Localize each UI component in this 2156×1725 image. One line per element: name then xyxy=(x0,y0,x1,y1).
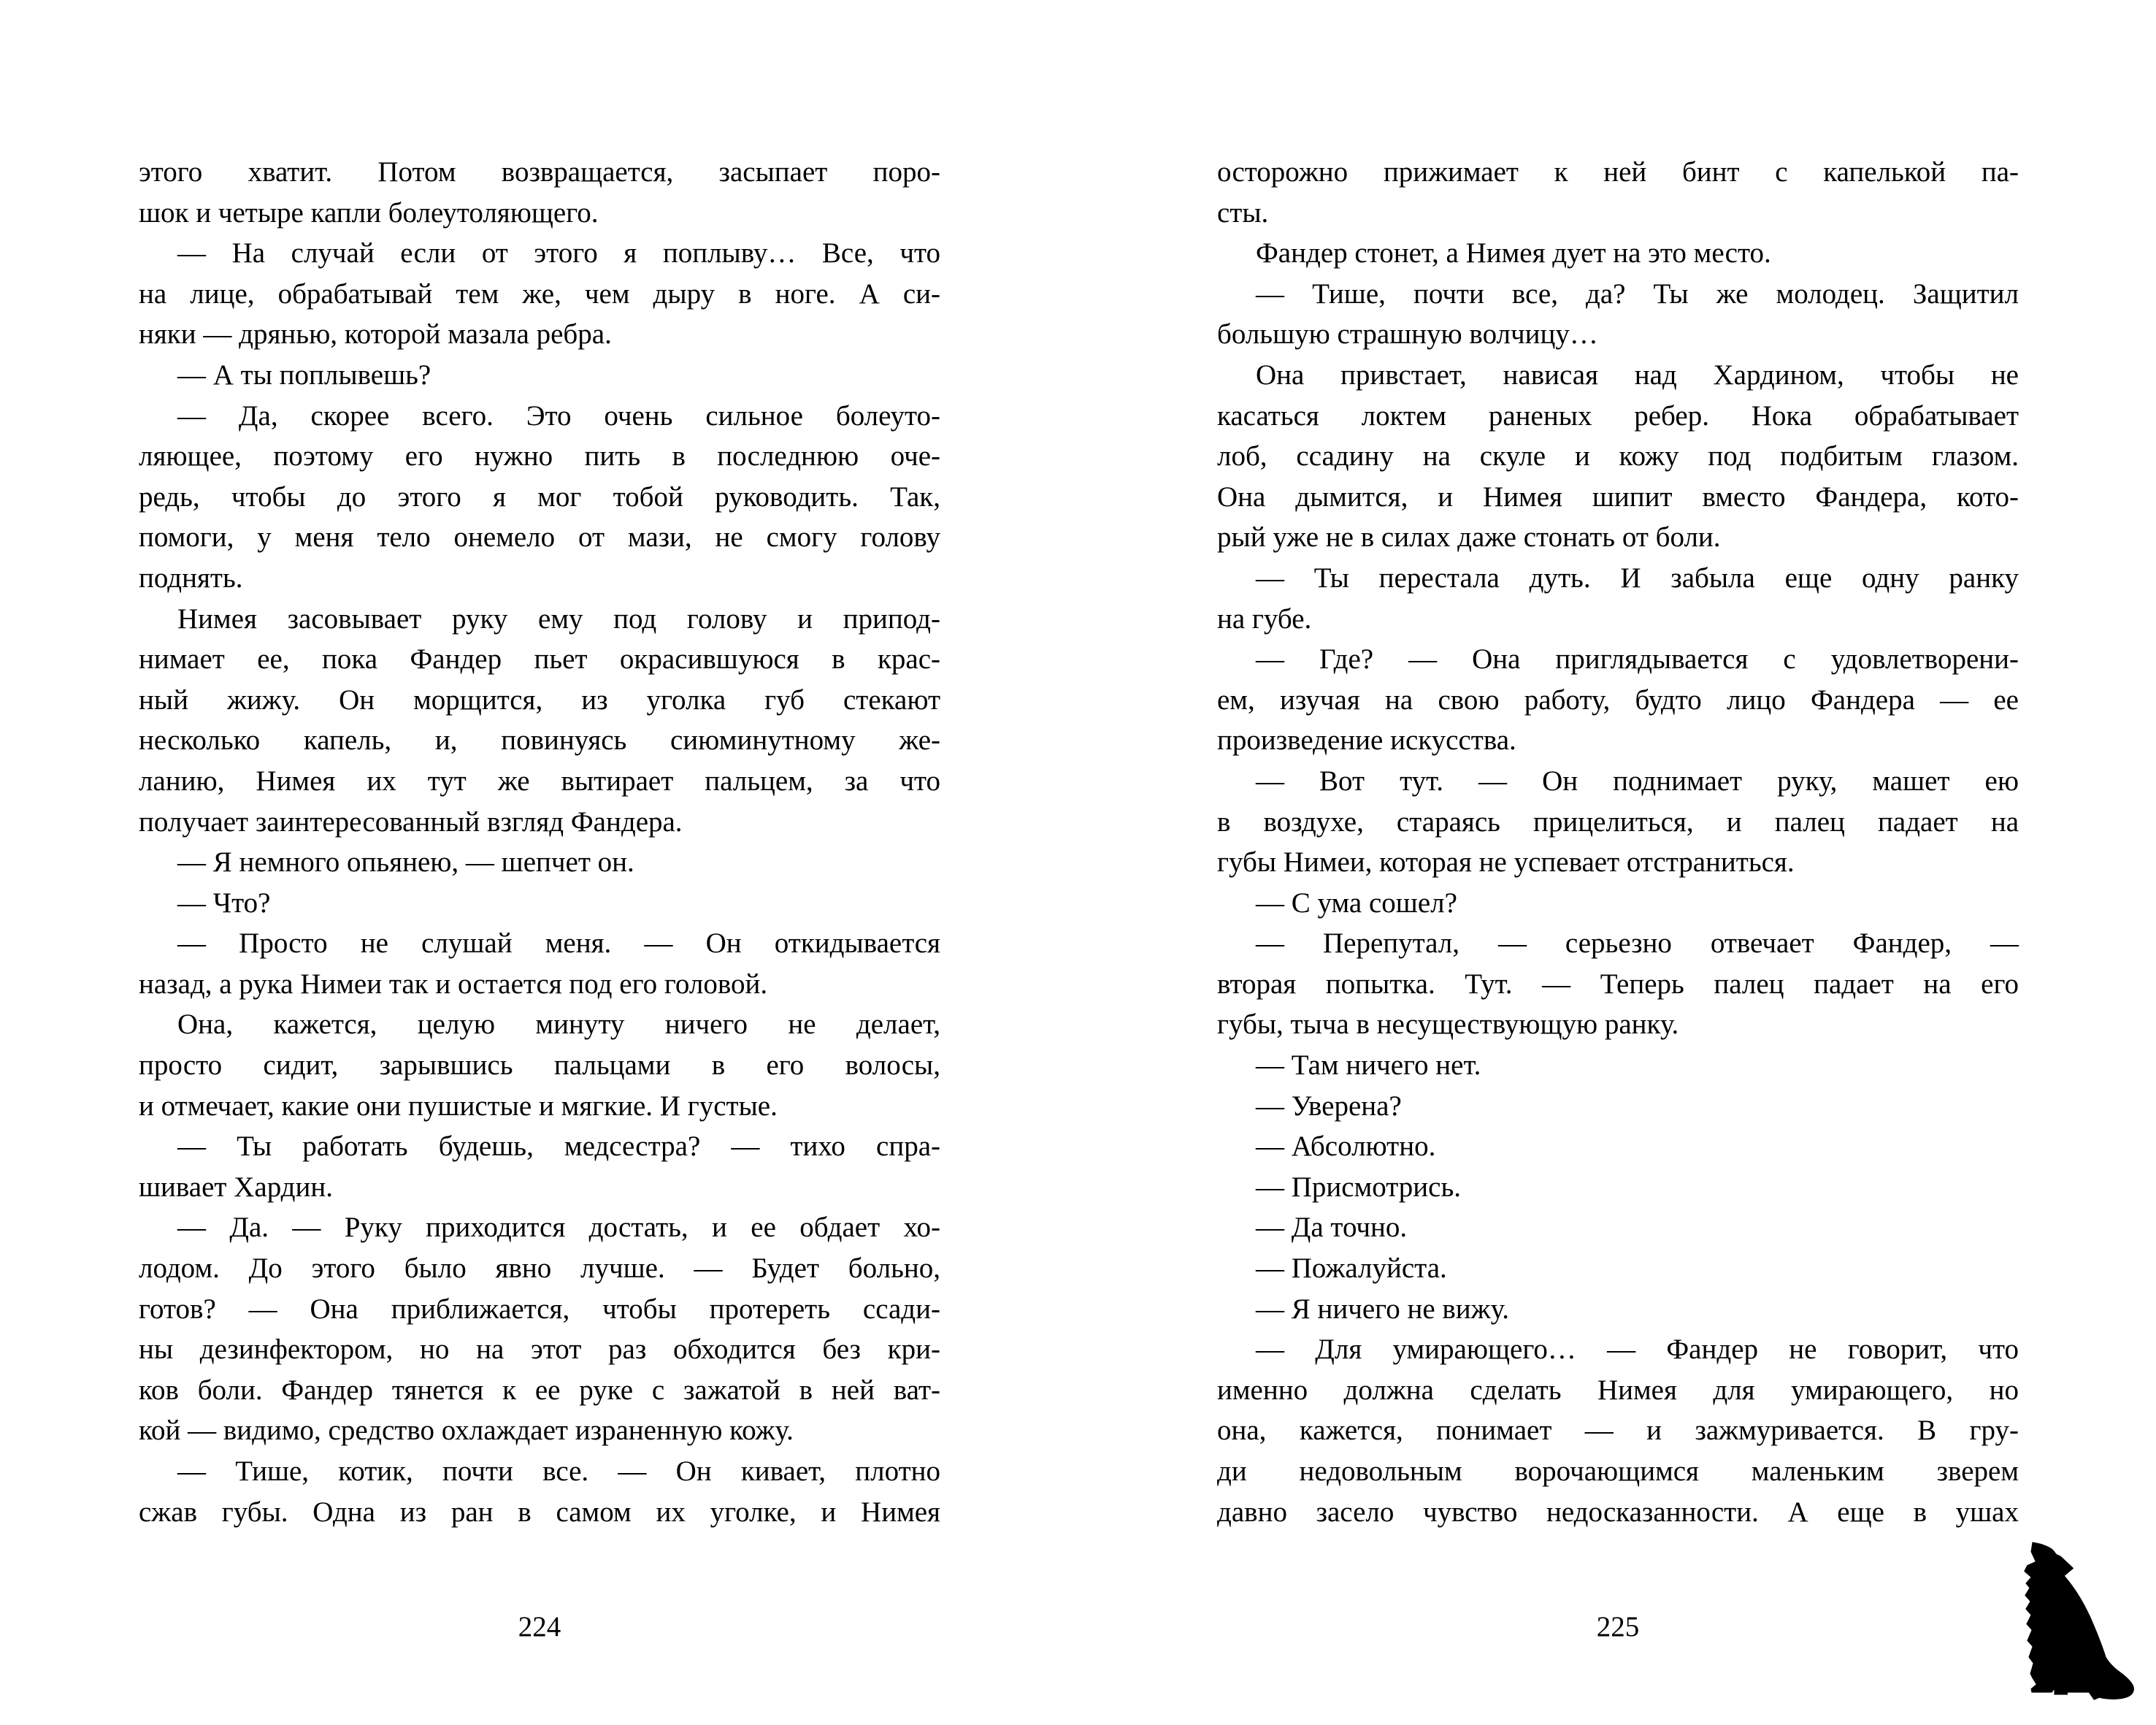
text-line: — Да. — Руку приходится достать, и ее обдает хо- xyxy=(177,1212,940,1244)
text-line: Нимея засовывает руку ему под голову и припод- xyxy=(177,603,940,635)
text-line: — С ума сошел? xyxy=(1256,887,1457,919)
text-line: большую страшную волчицу… xyxy=(1217,318,1598,351)
text-line: поднять. xyxy=(139,562,243,594)
text-line: лодом. До этого было явно лучше. — Будет больно, xyxy=(139,1252,940,1285)
text-line: лоб, ссадину на скуле и кожу под подбитым глазом. xyxy=(1217,440,2019,473)
text-line: готов? — Она приближается, чтобы протереть ссади- xyxy=(139,1293,940,1325)
text-line: — Да, скорее всего. Это очень сильное болеуто- xyxy=(177,399,940,432)
left-page-text xyxy=(139,152,940,1532)
text-line: — Уверена? xyxy=(1256,1090,1402,1122)
text-line: нимает ее, пока Фандер пьет окрасившуюся в крас- xyxy=(139,643,940,676)
text-line: — На случай если от этого я поплыву… Все, что xyxy=(177,237,940,269)
howling-wolf-icon xyxy=(2021,1534,2138,1703)
text-line: — Присмотрись. xyxy=(1256,1171,1461,1203)
text-line: Она, кажется, целую минуту ничего не делает, xyxy=(177,1009,940,1041)
text-line: — Тише, почти все, да? Ты же молодец. Защитил xyxy=(1256,278,2019,310)
text-line: — Абсолютно. xyxy=(1256,1131,1436,1163)
text-line: — Да точно. xyxy=(1256,1212,1408,1244)
text-line: Фандер стонет, а Нимея дует на это место. xyxy=(1256,237,1771,269)
text-line: шок и четыре капли болеутоляющего. xyxy=(139,196,599,229)
right-page-text xyxy=(1217,152,2019,1532)
text-line: — Я ничего не вижу. xyxy=(1256,1293,1509,1325)
text-line: назад, а рука Нимеи так и остается под его головой. xyxy=(139,968,768,1000)
text-line: осторожно прижимает к ней бинт с капелькой па- xyxy=(1217,156,2019,188)
text-line: — Ты перестала дуть. И забыла еще одну ранку xyxy=(1256,562,2019,594)
text-line: ди недовольным ворочающимся маленьким зверем xyxy=(1217,1456,2019,1487)
text-line: сты. xyxy=(1217,196,1269,229)
text-line: — Я немного опьянею, — шепчет он. xyxy=(177,846,634,879)
text-line: — Для умирающего… — Фандер не говорит, что xyxy=(1256,1334,2019,1366)
text-line: — А ты поплывешь? xyxy=(177,359,431,391)
text-line: — Пожалуйста. xyxy=(1256,1252,1447,1285)
text-line: произведение искусства. xyxy=(1217,724,1516,757)
text-line: — Вот тут. — Он поднимает руку, машет ею xyxy=(1256,765,2019,797)
text-line: сжав губы. Одна из ран в самом их уголке, и Нимея xyxy=(139,1496,940,1528)
text-line: — Там ничего нет. xyxy=(1256,1049,1481,1082)
text-line: редь, чтобы до этого я мог тобой руководить. Так, xyxy=(139,481,940,513)
text-line: губы Нимеи, которая не успевает отстраниться. xyxy=(1217,846,1795,879)
text-line: Она привстает, нависая над Хардином, чтобы не xyxy=(1256,359,2019,391)
text-line: касаться локтем раненых ребер. Нока обрабатывает xyxy=(1217,399,2019,432)
text-line: ланию, Нимея их тут же вытирает пальцем, за что xyxy=(139,765,940,797)
text-line: — Просто не слушай меня. — Он откидывается xyxy=(177,927,940,960)
text-line: няки — дрянью, которой мазала ребра. xyxy=(139,318,612,351)
text-line: ков боли. Фандер тянется к ее руке с зажатой в ней ват- xyxy=(139,1374,940,1406)
right-page-number: 225 xyxy=(1596,1611,1640,1642)
text-line: она, кажется, понимает — и зажмуривается. В гру- xyxy=(1217,1415,2019,1447)
text-line: ляющее, поэтому его нужно пить в последнюю оче- xyxy=(139,440,940,473)
text-line: ный жижу. Он морщится, из уголка губ стекают xyxy=(139,684,940,716)
left-page-number: 224 xyxy=(518,1611,561,1642)
text-line: этого хватит. Потом возвращается, засыпает поро- xyxy=(139,156,940,188)
text-line: на лице, обрабатывай тем же, чем дыру в ноге. А си- xyxy=(139,278,940,310)
text-line: кой — видимо, средство охлаждает израненную кожу. xyxy=(139,1415,794,1447)
text-line: давно засело чувство недосказанности. А еще в ушах xyxy=(1217,1496,2019,1528)
text-line: ны дезинфектором, но на этот раз обходится без кри- xyxy=(139,1334,940,1366)
text-line: — Тише, котик, почти все. — Он кивает, плотно xyxy=(177,1456,940,1487)
text-line: вторая попытка. Тут. — Теперь палец падает на его xyxy=(1217,968,2019,1000)
text-line: — Ты работать будешь, медсестра? — тихо спра- xyxy=(177,1131,940,1163)
text-line: получает заинтересованный взгляд Фандера. xyxy=(139,806,683,838)
text-line: именно должна сделать Нимея для умирающего, но xyxy=(1217,1374,2019,1406)
text-line: — Где? — Она приглядывается с удовлетворени- xyxy=(1256,643,2019,676)
text-line: помоги, у меня тело онемело от мази, не смогу голову xyxy=(139,521,940,554)
text-line: и отмечает, какие они пушистые и мягкие. И густые. xyxy=(139,1090,778,1122)
text-line: Она дымится, и Нимея шипит вместо Фандера, кото- xyxy=(1217,481,2019,513)
text-line: — Перепутал, — серьезно отвечает Фандер, — xyxy=(1256,927,2019,960)
text-line: губы, тыча в несуществующую ранку. xyxy=(1217,1009,1679,1041)
text-line: шивает Хардин. xyxy=(139,1171,334,1203)
text-line: на губе. xyxy=(1217,603,1312,635)
text-line: несколько капель, и, повинуясь сиюминутному же- xyxy=(139,724,940,757)
text-line: в воздухе, стараясь прицелиться, и палец падает на xyxy=(1217,806,2019,838)
text-line: просто сидит, зарывшись пальцами в его волосы, xyxy=(139,1049,940,1082)
text-line: — Что? xyxy=(177,887,271,919)
text-line: рый уже не в силах даже стонать от боли. xyxy=(1217,521,1721,554)
text-line: ем, изучая на свою работу, будто лицо Фандера — ее xyxy=(1217,684,2019,716)
